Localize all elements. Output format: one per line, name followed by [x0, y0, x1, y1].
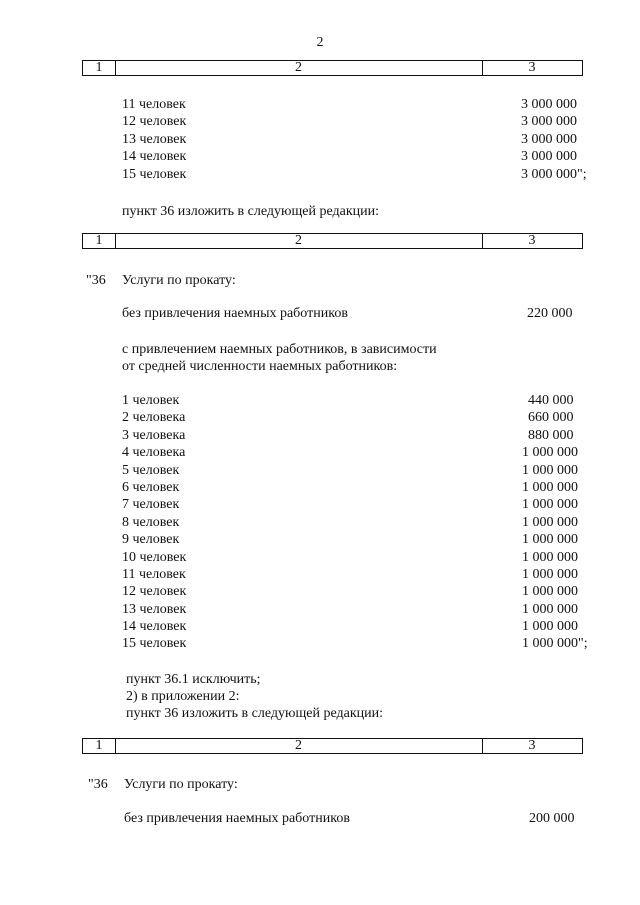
table-row	[0, 409, 640, 426]
row-value: 660 000	[528, 410, 574, 426]
row-value: 1 000 000	[522, 514, 578, 530]
row-value: 1 000 000	[522, 549, 578, 565]
row-value: 1 000 000	[522, 479, 578, 495]
table-row	[0, 635, 640, 652]
row-value: 3 000 000	[521, 149, 577, 165]
row-label: 7 человек	[122, 497, 180, 513]
column-3-header: 3	[528, 60, 536, 75]
table-row	[0, 601, 640, 618]
row-label: 5 человек	[122, 462, 180, 478]
row-value: 440 000	[528, 393, 574, 408]
table-row	[0, 618, 640, 635]
row-value: 1 000 000	[522, 462, 578, 478]
table-row	[0, 549, 640, 566]
column-3-header: 3	[528, 738, 536, 753]
row-value: 3 000 000";	[521, 166, 587, 182]
row-value: 1 000 000	[522, 601, 578, 617]
row-value: 1 000 000	[522, 497, 578, 513]
no-workers-label: без привлечения наемных работников	[124, 811, 350, 826]
table-header-1	[82, 60, 583, 76]
column-1-header: 1	[83, 739, 116, 753]
item-number: "36	[88, 777, 108, 792]
table-row	[0, 392, 640, 409]
row-value: 1 000 000	[522, 584, 578, 600]
column-2-header: 2	[115, 61, 483, 75]
row-value: 3 000 000	[521, 131, 577, 147]
row-label: 11 человек	[122, 566, 186, 582]
column-2-header: 2	[115, 739, 483, 753]
table-row	[0, 496, 640, 513]
page-number: 2	[316, 35, 324, 50]
table-row	[0, 166, 640, 183]
column-2-header: 2	[115, 234, 483, 248]
column-1-header: 1	[83, 61, 116, 75]
row-value: 1 000 000	[522, 445, 578, 461]
table-row	[0, 531, 640, 548]
row-label: 4 человека	[122, 445, 186, 461]
row-value: 1 000 000	[522, 532, 578, 548]
row-value: 1 000 000";	[522, 636, 588, 652]
instruction-text: пункт 36 изложить в следующей редакции:	[122, 204, 379, 219]
section-1-rows	[0, 96, 640, 183]
row-label: 14 человек	[122, 619, 187, 635]
column-1-header: 1	[83, 234, 116, 248]
table-row	[0, 566, 640, 583]
item-title: Услуги по прокату:	[122, 273, 236, 288]
with-workers-text-line-2: от средней численности наемных работников:	[122, 359, 398, 374]
table-header-3	[82, 738, 583, 754]
section-2-rows	[0, 392, 640, 653]
paragraph-line: 2) в приложении 2:	[126, 689, 240, 704]
row-label: 6 человек	[122, 479, 180, 495]
paragraph-line: пункт 36 изложить в следующей редакции:	[126, 706, 383, 721]
row-label: 12 человек	[122, 114, 187, 130]
table-row	[0, 96, 640, 113]
row-value: 1 000 000	[522, 619, 578, 635]
row-label: 3 человека	[122, 427, 186, 443]
table-row	[0, 462, 640, 479]
row-value: 880 000	[528, 427, 574, 443]
row-label: 15 человек	[122, 166, 187, 182]
with-workers-text-line-1: с привлечением наемных работников, в зависимости	[122, 342, 437, 357]
row-label: 1 человек	[122, 393, 180, 408]
no-workers-label: без привлечения наемных работников	[122, 306, 348, 321]
row-value: 3 000 000	[521, 97, 577, 112]
table-row	[0, 479, 640, 496]
table-row	[0, 148, 640, 165]
row-label: 10 человек	[122, 549, 187, 565]
row-label: 15 человек	[122, 636, 187, 652]
table-header-2	[82, 233, 583, 249]
column-3-header: 3	[528, 233, 536, 248]
row-label: 9 человек	[122, 532, 180, 548]
table-row	[0, 583, 640, 600]
row-label: 12 человек	[122, 584, 187, 600]
row-label: 13 человек	[122, 601, 187, 617]
row-value: 3 000 000	[521, 114, 577, 130]
row-label: 14 человек	[122, 149, 187, 165]
row-label: 8 человек	[122, 514, 180, 530]
row-label: 2 человека	[122, 410, 186, 426]
table-row	[0, 113, 640, 130]
row-label: 11 человек	[122, 97, 186, 112]
paragraph-line: пункт 36.1 исключить;	[126, 672, 261, 687]
row-value: 1 000 000	[522, 566, 578, 582]
item-number: "36	[86, 273, 106, 288]
item-title: Услуги по прокату:	[124, 777, 238, 792]
no-workers-value: 220 000	[527, 306, 573, 321]
row-label: 13 человек	[122, 131, 187, 147]
table-row	[0, 427, 640, 444]
table-row	[0, 444, 640, 461]
table-row	[0, 514, 640, 531]
table-row	[0, 131, 640, 148]
no-workers-value: 200 000	[529, 811, 575, 826]
